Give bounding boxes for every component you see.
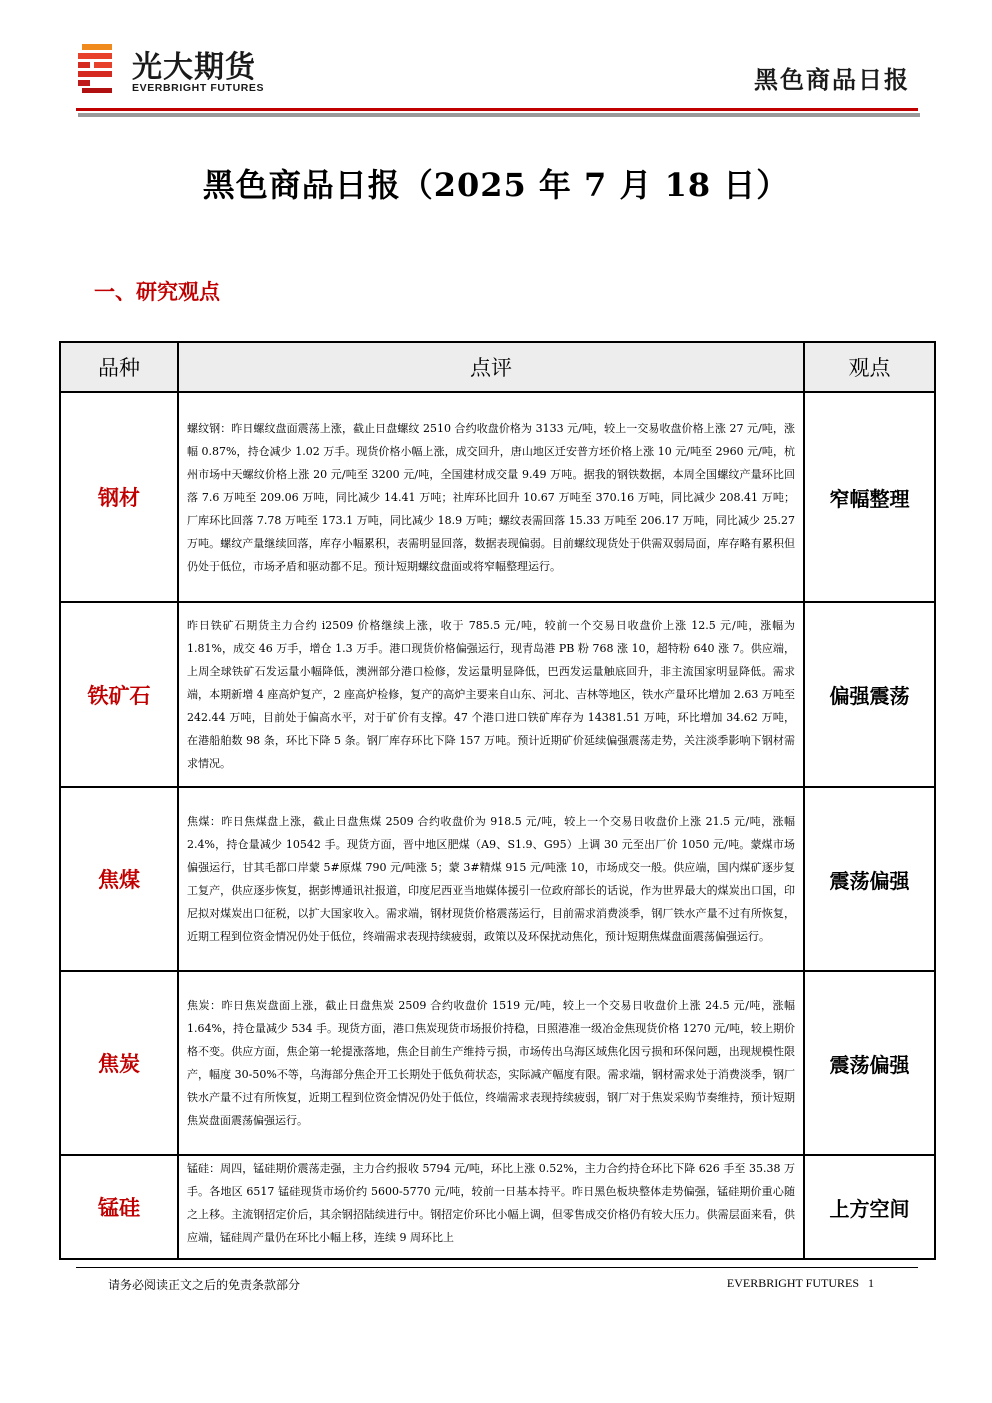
- opinion-cell: 震荡偏强: [804, 787, 935, 971]
- opinion-cell: 震荡偏强: [804, 971, 935, 1155]
- report-type-label: 黑色商品日报: [754, 65, 910, 94]
- table-row: [60, 787, 935, 971]
- comment-cell: 昨日铁矿石期货主力合约 i2509 价格继续上涨，收于 785.5 元/吨，较前一个交易日收盘价上涨 12.5 元/吨，涨幅为 1.81%，成交 46 万手，增仓 1.3 万手。港口现货价格偏强运行，现青岛港 PB 粉 768 涨 10，超特粉 640 涨 7。供应端，上周全球铁矿石发运量小幅降低，澳洲部分港口检修，发运量明显降低，巴西发运量触底回升，非主流国家明显降低。需求端，本期新增 4 座高炉复产，2 座高炉检修，复产的高炉主要来自山东、河北、吉林等地区，铁水产量环比增加 2.63 万吨至 242.44 万吨，目前处于偏高水平，对于矿价有支撑。47 个港口进口铁矿库存为 14381.51 万吨，环比增加 34.62 万吨，在港船舶数 98 条，环比下降 5 条。钢厂库存环比下降 157 万吨。预计近期矿价延续偏强震荡走势，关注淡季影响下钢材需求情况。: [178, 602, 804, 787]
- footer-disclaimer: 请务必阅读正文之后的免责条款部分: [108, 1278, 301, 1292]
- opinion-cell: 偏强震荡: [804, 602, 935, 787]
- variety-cell: 锰硅: [60, 1155, 178, 1259]
- comment-cell: 焦煤：昨日焦煤盘上涨，截止日盘焦煤 2509 合约收盘价为 918.5 元/吨，较上一个交易日收盘价上涨 21.5 元/吨，涨幅 2.4%，持仓量减少 10542 手。现货方面，晋中地区肥煤（A9、S1.9、G95）上调 30 元至出厂价 1050 元/吨。蒙煤市场偏强运行，甘其毛都口岸蒙 5#原煤 790 元/吨涨 5；蒙 3#精煤 915 元/吨涨 10，市场成交一般。供应端，国内煤矿逐步复工复产，供应逐步恢复，据彭博通讯社报道，印度尼西亚当地媒体援引一位政府部长的话说，作为世界最大的煤炭出口国，印尼拟对煤炭出口征税，以扩大国家收入。需求端，钢材现货价格震荡运行，目前需求消费淡季，钢厂铁水产量不过有所恢复，近期工程到位资金情况仍处于低位，终端需求表现持续疲弱，政策以及环保扰动焦化，预计短期焦煤盘面震荡偏强运行。: [178, 787, 804, 971]
- page-header: [76, 38, 918, 122]
- header-red-rule: [76, 108, 918, 111]
- footer-brand-page: [727, 1276, 874, 1291]
- comment-cell: 螺纹钢：昨日螺纹盘面震荡上涨，截止日盘螺纹 2510 合约收盘价格为 3133 元/吨，较上一交易收盘价格上涨 27 元/吨，涨幅 0.87%，持仓减少 1.02 万手。现货价格小幅上涨，成交回升，唐山地区迁安普方坯价格上涨 10 元/吨至 2960 元/吨，杭州市场中天螺纹价格上涨 20 元/吨至 3200 元/吨，全国建材成交量 9.49 万吨。据我的钢铁数据，本周全国螺纹产量环比回落 7.6 万吨至 209.06 万吨，同比减少 14.41 万吨；社库环比回升 10.67 万吨至 370.16 万吨，同比减少 208.41 万吨；厂库环比回落 7.78 万吨至 173.1 万吨，同比减少 18.9 万吨；螺纹表需回落 15.33 万吨至 206.17 万吨，同比减少 25.27 万吨。螺纹产量继续回落，库存小幅累积，表需明显回落，数据表现偏弱。目前螺纹现货处于供需双弱局面，库存略有累积但仍处于低位，市场矛盾和驱动都不足。预计短期螺纹盘面或将窄幅整理运行。: [178, 392, 804, 602]
- table-row: [60, 971, 935, 1155]
- opinion-cell: 上方空间: [804, 1155, 935, 1259]
- opinion-cell: 窄幅整理: [804, 392, 935, 602]
- everbright-logo-icon: [76, 42, 118, 94]
- table-header-row: [60, 342, 935, 392]
- company-name-en: EVERBRIGHT FUTURES: [132, 82, 265, 94]
- table-row: [60, 602, 935, 787]
- variety-cell: 铁矿石: [60, 602, 178, 787]
- column-header-comment: 点评: [178, 342, 804, 392]
- variety-cell: 钢材: [60, 392, 178, 602]
- comment-text: 锰硅：周四，锰硅期价震荡走强，主力合约报收 5794 元/吨，环比上涨 0.52%，主力合约持仓环比下降 626 手至 35.38 万手。各地区 6517 锰硅现货市场价约 5600-5770 元/吨，较前一日基本持平。昨日黑色板块整体走势偏强，锰硅期价重心随之上移。主流钢招定价后，其余钢招陆续进行中。钢招定价环比小幅上调，但零售成交价格仍有较大压力。供需层面来看，供应端，锰硅周产量仍在环比小幅上移，连续 9 周环比上: [187, 1162, 795, 1244]
- document-title: 黑色商品日报（2025 年 7 月 18 日）: [202, 166, 790, 204]
- page-number: 1: [868, 1276, 874, 1290]
- footer-brand: EVERBRIGHT FUTURES: [726, 1276, 859, 1290]
- column-header-variety: 品种: [60, 342, 178, 392]
- comment-cell: [178, 1155, 804, 1259]
- header-grey-rule: [78, 113, 920, 117]
- table-row: [60, 1155, 935, 1259]
- variety-cell: 焦煤: [60, 787, 178, 971]
- company-name-cn: 光大期货: [132, 50, 256, 85]
- research-view-table: [59, 341, 936, 1260]
- column-header-opinion: 观点: [804, 342, 935, 392]
- section-heading: 一、研究观点: [94, 279, 220, 304]
- table-row: [60, 392, 935, 602]
- variety-cell: 焦炭: [60, 971, 178, 1155]
- comment-cell: 焦炭：昨日焦炭盘面上涨，截止日盘焦炭 2509 合约收盘价 1519 元/吨，较上一个交易日收盘价上涨 24.5 元/吨，涨幅 1.64%，持仓量减少 534 手。现货方面，港口焦炭现货市场报价持稳，日照港准一级冶金焦现货价格 1270 元/吨，较上期价格不变。供应方面，焦企第一轮提涨落地，焦企目前生产维持亏损，市场传出乌海区域焦化因亏损和环保问题，出现规模性限产，幅度 30-50%不等，乌海部分焦企开工长期处于低负荷状态，实际减产幅度有限。需求端，钢材需求处于消费淡季，钢厂铁水产量不过有所恢复，近期工程到位资金情况仍处于低位，终端需求表现持续疲弱，钢厂对于焦炭采购节奏维持，预计短期焦炭盘面震荡偏强运行。: [178, 971, 804, 1155]
- footer-rule: [76, 1267, 918, 1268]
